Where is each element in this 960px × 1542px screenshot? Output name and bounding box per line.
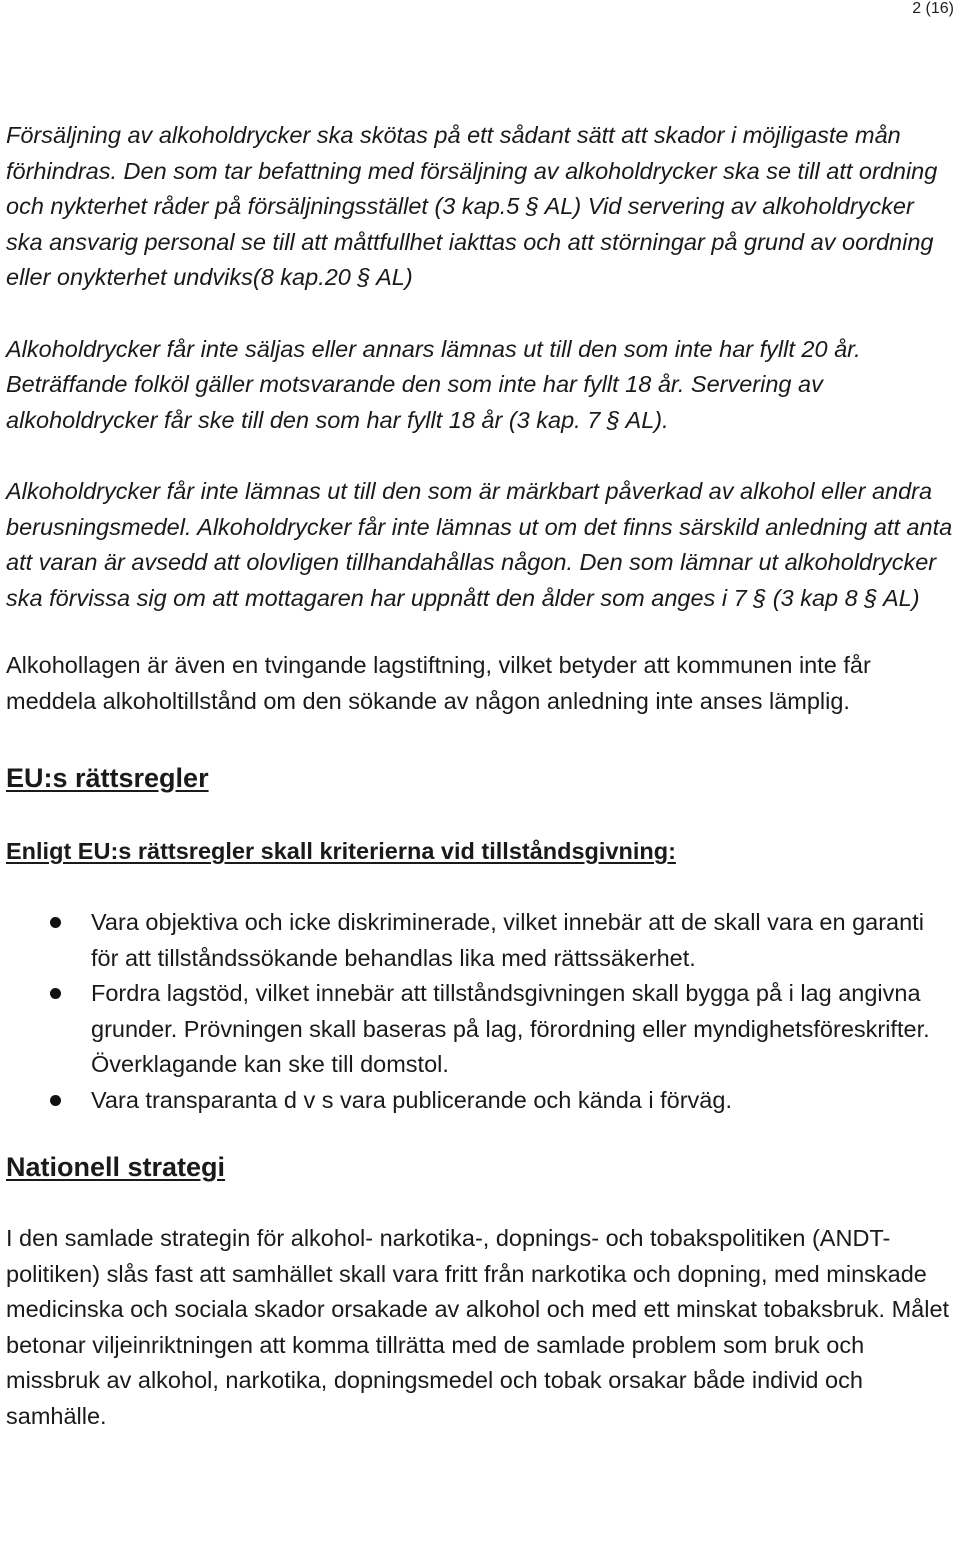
paragraph-sales-rules: Försäljning av alkoholdrycker ska skötas på ett sådant sätt att skador i möjligaste mån förhindras. Den som tar befattning med försäljning av alkoholdrycker ska se till att ordning och nykterhet råder på försäljningsstället (3 kap.5 § AL) Vid servering av alkoholdrycker ska ansvarig personal se till att måttfullhet iakttas och att störningar på grund av oordning eller onykterhet undviks(8 kap.20 § AL) [6,122,938,290]
criteria-list [6,905,956,1118]
paragraph-andt-strategy: I den samlade strategin för alkohol- narkotika-, dopnings- och tobakspolitiken (ANDT-politiken) slås fast att samhället skall vara fritt från narkotika och dopning, med minskade medicinska och sociala skador orsakade av alkohol och med ett minskat tobaksbruk. Målet betonar viljeinriktningen att komma tillrätta med de samlade problem som bruk och missbruk av alkohol, narkotika, dopningsmedel och tobak orsakar både individ och samhälle. [6,1225,950,1429]
paragraph-alcohol-law: Alkohollagen är även en tvingande lagstiftning, vilket betyder att kommunen inte får meddela alkoholtillstånd om den sökande av någon anledning inte anses lämplig. [6,652,871,714]
subheading-eu-criteria: Enligt EU:s rättsregler skall kriterierna vid tillståndsgivning: [6,838,676,864]
list-item [6,1083,956,1119]
bullet-icon [50,988,61,999]
list-item-text: Fordra lagstöd, vilket innebär att tillståndsgivningen skall bygga på i lag angivna grunder. Prövningen skall baseras på lag, förordning eller myndighetsföreskrifter. Överklagande kan ske till domstol. [91,980,930,1077]
list-item [6,905,956,976]
heading-national-strategy: Nationell strategi [6,1152,226,1182]
list-item-text: Vara objektiva och icke diskriminerade, vilket innebär att de skall vara en garanti för att tillståndssökande behandlas lika med rättssäkerhet. [91,909,924,971]
heading-eu-rules: EU:s rättsregler [6,763,209,793]
document-body [6,118,956,1434]
bullet-icon [50,917,61,928]
paragraph-age-limits: Alkoholdrycker får inte säljas eller annars lämnas ut till den som inte har fyllt 20 år. Beträffande folköl gäller motsvarande den som inte har fyllt 18 år. Servering av alkoholdrycker får ske till den som har fyllt 18 år (3 kap. 7 § AL). [6,335,861,433]
paragraph-intoxication: Alkoholdrycker får inte lämnas ut till den som är märkbart påverkad av alkohol eller andra berusningsmedel. Alkoholdrycker får inte lämnas ut om det finns särskild anledning att anta att varan är avsedd att olovligen tillhandahållas någon. Den som lämnar ut alkoholdrycker ska förvissa sig om att mottagaren har uppnått den ålder som anges i 7 § (3 kap 8 § AL) [6,478,953,611]
list-item [6,976,956,1083]
list-item-text: Vara transparanta d v s vara publicerande och kända i förväg. [91,1086,732,1113]
page-number: 2 (16) [912,0,954,17]
bullet-icon [50,1095,61,1106]
